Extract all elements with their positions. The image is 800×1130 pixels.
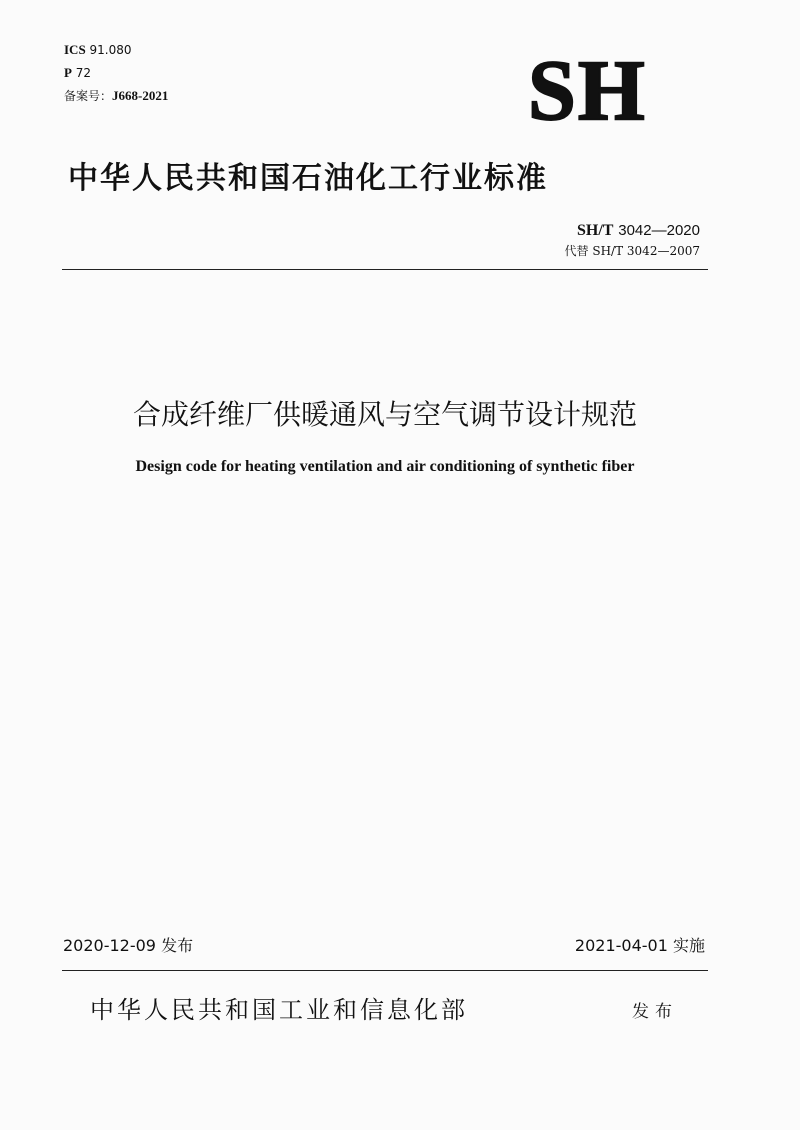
issue-date: 2020-12-09 发布: [63, 936, 194, 955]
record-value: J668-2021: [112, 88, 169, 103]
ccs-label: P: [64, 65, 72, 80]
ics-label: ICS: [64, 42, 86, 57]
top-divider: [62, 269, 708, 270]
standard-type-title: 中华人民共和国石油化工行业标准: [68, 161, 548, 196]
record-label: 备案号：: [64, 89, 113, 103]
implement-date: 2021-04-01 实施: [574, 936, 705, 955]
publisher-name: 中华人民共和国工业和信息化部: [90, 996, 468, 1024]
sh-logo: SH: [528, 42, 647, 138]
ccs-value: 72: [75, 66, 92, 80]
publish-label: 发布: [632, 1002, 678, 1022]
ics-value: 91.080: [89, 43, 132, 57]
code-number: 3042—2020: [618, 222, 700, 239]
ics-line: [64, 42, 132, 58]
standard-code: [577, 220, 700, 241]
record-line: [64, 88, 168, 104]
chinese-title: 合成纤维厂供暖通风与空气调节设计规范: [132, 398, 637, 431]
code-prefix: SH/T: [577, 222, 614, 239]
bottom-divider: [62, 970, 708, 971]
english-title: Design code for heating ventilation and air conditioning of synthetic fiber: [135, 458, 635, 475]
replaces-code: 代替 SH/T 3042—2007: [564, 244, 700, 258]
ccs-line: [64, 65, 91, 81]
